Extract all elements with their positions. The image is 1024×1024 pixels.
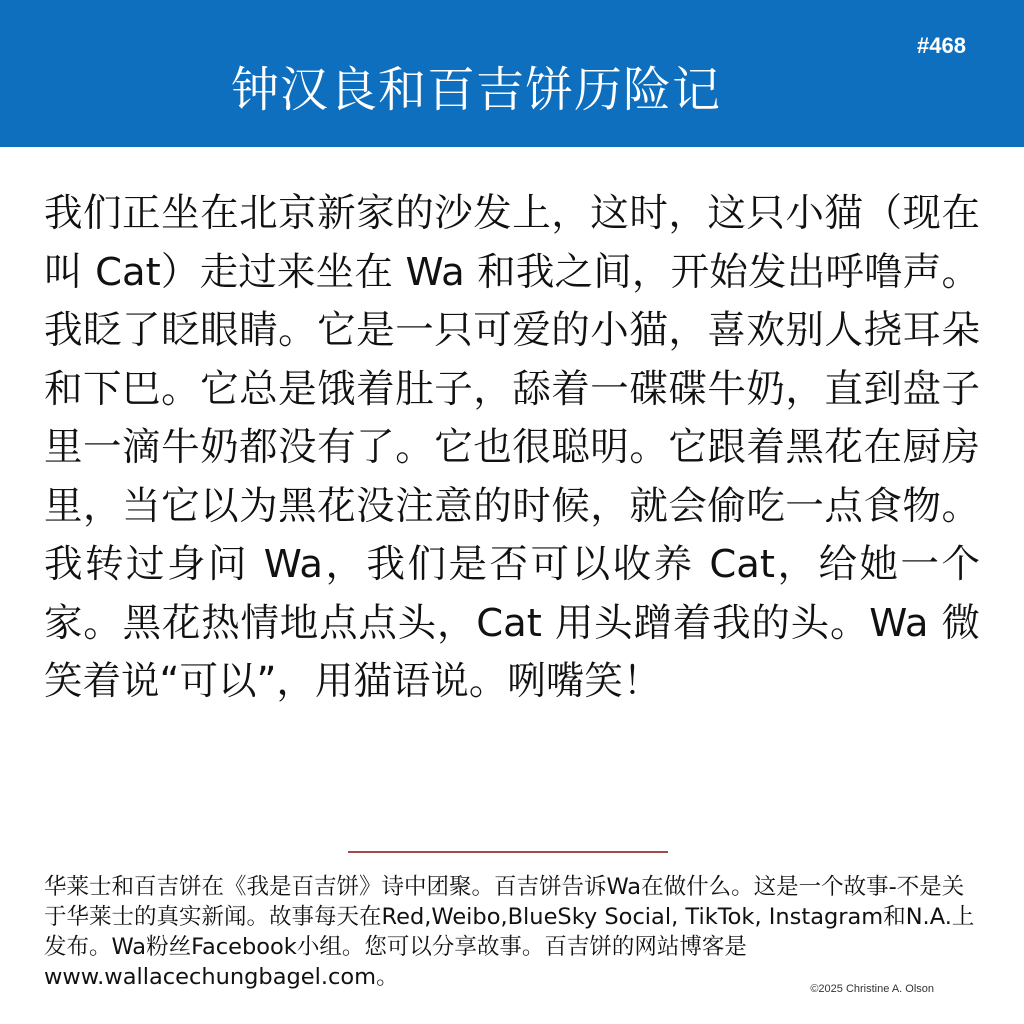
copyright-text: ©2025 Christine A. Olson [810,983,934,995]
story-text: 我们正坐在北京新家的沙发上，这时，这只小猫（现在叫 Cat）走过来坐在 Wa 和我之间，开始发出呼噜声。我眨了眨眼睛。它是一只可爱的小猫，喜欢别人挠耳朵和下巴。它总是饿着肚子，舔着一碟碟牛奶，直到盘子里一滴牛奶都没有了。它也很聪明。它跟着黑花在厨房里，当它以为黑花没注意的时候，就会偷吃一点食物。我转过身问 Wa，我们是否可以收养 Cat，给她一个家。黑花热情地点点头，Cat 用头蹭着我的头。Wa 微笑着说“可以”，用猫语说。咧嘴笑！ [44,191,980,704]
page-title: 钟汉良和百吉饼历险记 [230,62,721,118]
divider-line [348,851,668,853]
header-banner [0,0,1024,147]
issue-number: #468 [917,33,966,58]
footer-note: 华莱士和百吉饼在《我是百吉饼》诗中团聚。百吉饼告诉Wa在做什么。这是一个故事-不是关于华莱士的真实新闻。故事每天在Red,Weibo,BlueSky Social, TikTok, Instagram和N.A.上发布。Wa粉丝Facebook小组。您可以分享故事。百吉饼的网站博客是www.wallacechungbagel.com。 [44,874,975,990]
